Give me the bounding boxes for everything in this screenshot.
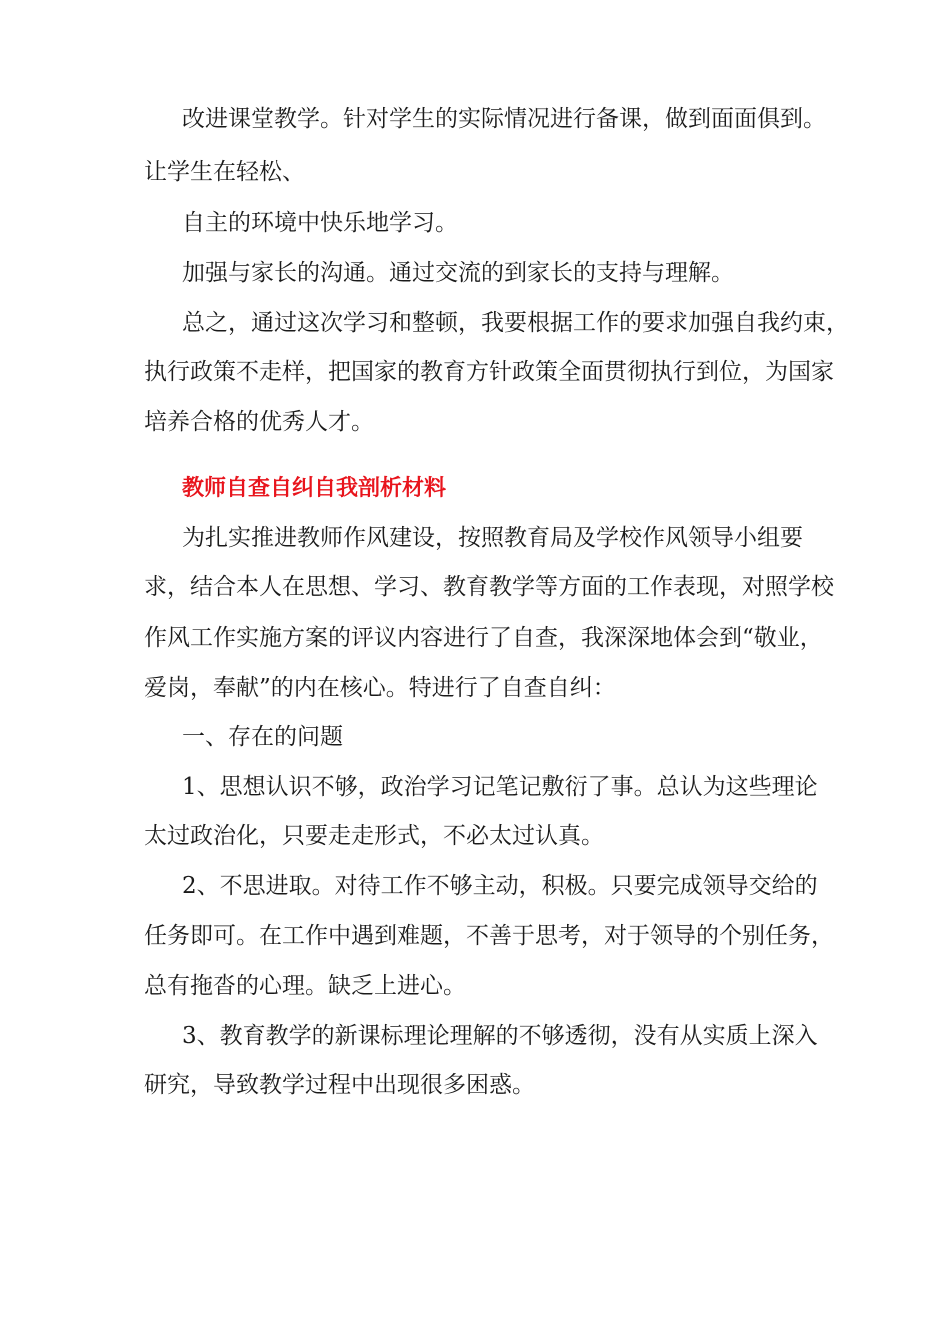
problems-heading: 一、存在的问题 [182,724,343,750]
intro-line-3: 作风工作实施方案的评议内容进行了自查，我深深地体会到“敬业， [144,625,823,651]
item-2-line-2: 任务即可。在工作中遇到难题，不善于思考，对于领导的个别任务， [144,923,834,949]
paragraph-teaching-line-1: 改进课堂教学。针对学生的实际情况进行备课，做到面面俱到。 [182,106,826,132]
item-1-line-2: 太过政治化，只要走走形式，不必太过认真。 [144,823,604,849]
item-1-line-1: 1、思想认识不够，政治学习记笔记敷衍了事。总认为这些理论 [182,774,818,800]
conclusion-line-1: 总之，通过这次学习和整顿，我要根据工作的要求加强自我约束， [182,310,849,336]
item-2-line-3: 总有拖沓的心理。缺乏上进心。 [144,973,466,999]
item-3-line-2: 研究，导致教学过程中出现很多困惑。 [144,1072,535,1098]
section-title: 教师自查自纠自我剖析材料 [182,476,447,501]
intro-line-2: 求，结合本人在思想、学习、教育教学等方面的工作表现，对照学校 [144,574,834,600]
paragraph-autonomy: 自主的环境中快乐地学习。 [182,210,458,236]
item-2-line-1: 2、不思进取。对待工作不够主动，积极。只要完成领导交给的 [182,873,818,899]
paragraph-teaching-line-2: 让学生在轻松、 [144,159,305,185]
paragraph-parents: 加强与家长的沟通。通过交流的到家长的支持与理解。 [182,260,734,286]
intro-line-4: 爱岗，奉献”的内在核心。特进行了自查自纠： [144,675,616,701]
conclusion-line-3: 培养合格的优秀人才。 [144,409,374,435]
intro-line-1: 为扎实推进教师作风建设，按照教育局及学校作风领导小组要 [182,525,803,551]
item-3-line-1: 3、教育教学的新课标理论理解的不够透彻，没有从实质上深入 [182,1023,818,1049]
conclusion-line-2: 执行政策不走样，把国家的教育方针政策全面贯彻执行到位，为国家 [144,359,834,385]
